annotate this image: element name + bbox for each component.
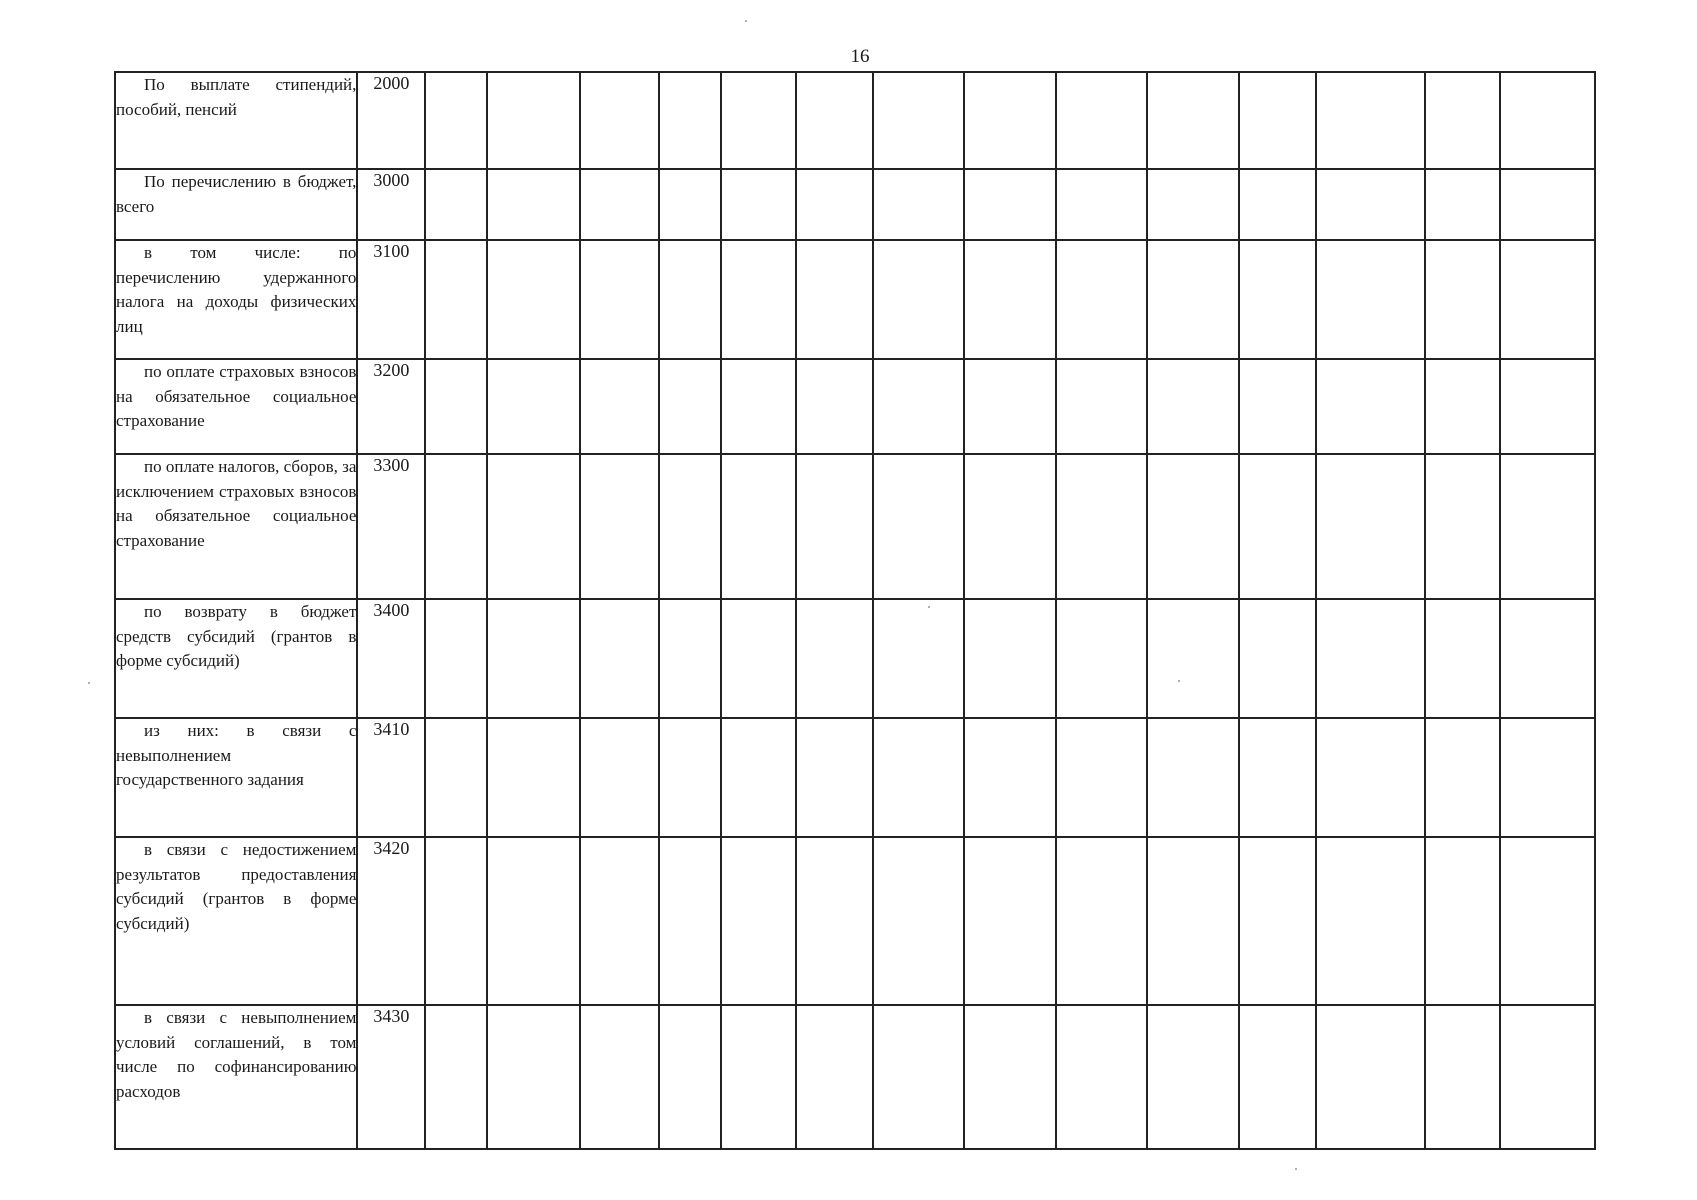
value-cell — [964, 169, 1055, 240]
value-cell — [1239, 837, 1317, 1005]
value-cell — [659, 837, 721, 1005]
value-cell — [1500, 599, 1595, 718]
value-cell — [1056, 240, 1147, 359]
value-cell — [721, 169, 796, 240]
value-cell — [1056, 599, 1147, 718]
value-cell — [1500, 240, 1595, 359]
value-cell — [1147, 1005, 1238, 1149]
value-cell — [1425, 169, 1500, 240]
value-cell — [873, 599, 964, 718]
value-cell — [1500, 72, 1595, 169]
value-cell — [796, 837, 873, 1005]
value-cell — [796, 599, 873, 718]
row-label: в связи с невыполнением условий соглашений, в том числе по софинансированию расходов — [115, 1005, 357, 1149]
value-cell — [580, 454, 660, 599]
value-cell — [1147, 240, 1238, 359]
value-cell — [873, 169, 964, 240]
value-cell — [1147, 72, 1238, 169]
value-cell — [1316, 599, 1424, 718]
value-cell — [425, 837, 487, 1005]
value-cell — [487, 837, 580, 1005]
value-cell — [1147, 169, 1238, 240]
value-cell — [487, 454, 580, 599]
value-cell — [796, 454, 873, 599]
row-label: по оплате страховых взносов на обязательное социальное страхование — [115, 359, 357, 454]
value-cell — [1500, 169, 1595, 240]
value-cell — [487, 240, 580, 359]
value-cell — [1500, 718, 1595, 837]
value-cell — [1500, 359, 1595, 454]
value-cell — [1500, 454, 1595, 599]
scan-speck — [745, 20, 747, 22]
value-cell — [721, 1005, 796, 1149]
value-cell — [425, 169, 487, 240]
row-code: 3420 — [357, 837, 425, 1005]
value-cell — [796, 718, 873, 837]
value-cell — [1147, 599, 1238, 718]
value-cell — [721, 599, 796, 718]
value-cell — [964, 837, 1055, 1005]
value-cell — [425, 454, 487, 599]
value-cell — [1147, 837, 1238, 1005]
value-cell — [580, 359, 660, 454]
value-cell — [964, 718, 1055, 837]
value-cell — [796, 72, 873, 169]
value-cell — [659, 599, 721, 718]
row-label: из них: в связи с невыполнением государственного задания — [115, 718, 357, 837]
value-cell — [964, 72, 1055, 169]
value-cell — [1147, 718, 1238, 837]
value-cell — [487, 1005, 580, 1149]
value-cell — [580, 1005, 660, 1149]
value-cell — [873, 72, 964, 169]
value-cell — [580, 837, 660, 1005]
scan-speck — [88, 682, 90, 684]
row-code: 3000 — [357, 169, 425, 240]
report-table — [114, 71, 1596, 1150]
table-row — [115, 240, 1595, 359]
value-cell — [425, 718, 487, 837]
value-cell — [580, 718, 660, 837]
value-cell — [659, 718, 721, 837]
value-cell — [796, 240, 873, 359]
value-cell — [1147, 454, 1238, 599]
value-cell — [1425, 1005, 1500, 1149]
value-cell — [1239, 240, 1317, 359]
value-cell — [1316, 1005, 1424, 1149]
value-cell — [425, 72, 487, 169]
value-cell — [487, 359, 580, 454]
value-cell — [659, 240, 721, 359]
value-cell — [659, 1005, 721, 1149]
value-cell — [873, 1005, 964, 1149]
row-code: 3100 — [357, 240, 425, 359]
value-cell — [796, 359, 873, 454]
row-label: по оплате налогов, сборов, за исключением страховых взносов на обязательное социальное страхование — [115, 454, 357, 599]
value-cell — [721, 359, 796, 454]
value-cell — [659, 359, 721, 454]
table-row — [115, 454, 1595, 599]
value-cell — [1056, 837, 1147, 1005]
value-cell — [1239, 359, 1317, 454]
value-cell — [1239, 169, 1317, 240]
table-row — [115, 599, 1595, 718]
value-cell — [964, 454, 1055, 599]
value-cell — [1425, 599, 1500, 718]
table-row — [115, 1005, 1595, 1149]
row-code: 3300 — [357, 454, 425, 599]
report-table-body — [115, 72, 1595, 1149]
row-code: 3410 — [357, 718, 425, 837]
value-cell — [1316, 359, 1424, 454]
value-cell — [1316, 454, 1424, 599]
value-cell — [964, 599, 1055, 718]
value-cell — [1239, 718, 1317, 837]
value-cell — [964, 1005, 1055, 1149]
row-label: По выплате стипендий, пособий, пенсий — [115, 72, 357, 169]
value-cell — [487, 599, 580, 718]
row-label: по возврату в бюджет средств субсидий (грантов в форме субсидий) — [115, 599, 357, 718]
value-cell — [659, 454, 721, 599]
value-cell — [1239, 1005, 1317, 1149]
table-row — [115, 169, 1595, 240]
value-cell — [721, 240, 796, 359]
value-cell — [425, 599, 487, 718]
value-cell — [425, 1005, 487, 1149]
value-cell — [1056, 454, 1147, 599]
table-row — [115, 72, 1595, 169]
row-code: 3430 — [357, 1005, 425, 1149]
value-cell — [1425, 718, 1500, 837]
value-cell — [1425, 240, 1500, 359]
value-cell — [1425, 72, 1500, 169]
value-cell — [873, 240, 964, 359]
table-row — [115, 718, 1595, 837]
value-cell — [873, 718, 964, 837]
value-cell — [1425, 359, 1500, 454]
value-cell — [796, 169, 873, 240]
row-code: 3400 — [357, 599, 425, 718]
value-cell — [721, 718, 796, 837]
value-cell — [580, 72, 660, 169]
value-cell — [873, 359, 964, 454]
row-code: 2000 — [357, 72, 425, 169]
row-label: в том числе: по перечислению удержанного налога на доходы физических лиц — [115, 240, 357, 359]
value-cell — [580, 599, 660, 718]
value-cell — [1425, 837, 1500, 1005]
scan-speck — [928, 606, 930, 608]
value-cell — [964, 359, 1055, 454]
value-cell — [721, 837, 796, 1005]
value-cell — [1239, 599, 1317, 718]
value-cell — [1316, 240, 1424, 359]
value-cell — [721, 72, 796, 169]
value-cell — [659, 169, 721, 240]
value-cell — [487, 718, 580, 837]
value-cell — [487, 169, 580, 240]
row-label: в связи с недостижением результатов предоставления субсидий (грантов в форме субсидий) — [115, 837, 357, 1005]
value-cell — [1316, 169, 1424, 240]
scan-speck — [1178, 680, 1180, 682]
value-cell — [1147, 359, 1238, 454]
value-cell — [580, 240, 660, 359]
value-cell — [425, 240, 487, 359]
table-row — [115, 837, 1595, 1005]
value-cell — [1239, 72, 1317, 169]
value-cell — [1239, 454, 1317, 599]
value-cell — [487, 72, 580, 169]
value-cell — [1500, 837, 1595, 1005]
value-cell — [659, 72, 721, 169]
value-cell — [1056, 359, 1147, 454]
value-cell — [1056, 718, 1147, 837]
value-cell — [1316, 72, 1424, 169]
value-cell — [721, 454, 796, 599]
value-cell — [580, 169, 660, 240]
value-cell — [1316, 718, 1424, 837]
table-row — [115, 359, 1595, 454]
row-label: По перечислению в бюджет, всего — [115, 169, 357, 240]
scan-speck — [1295, 1168, 1297, 1170]
value-cell — [796, 1005, 873, 1149]
value-cell — [1056, 72, 1147, 169]
value-cell — [873, 454, 964, 599]
value-cell — [1500, 1005, 1595, 1149]
value-cell — [964, 240, 1055, 359]
value-cell — [1316, 837, 1424, 1005]
value-cell — [1425, 454, 1500, 599]
page-number: 16 — [850, 46, 870, 67]
row-code: 3200 — [357, 359, 425, 454]
value-cell — [425, 359, 487, 454]
value-cell — [873, 837, 964, 1005]
value-cell — [1056, 1005, 1147, 1149]
value-cell — [1056, 169, 1147, 240]
